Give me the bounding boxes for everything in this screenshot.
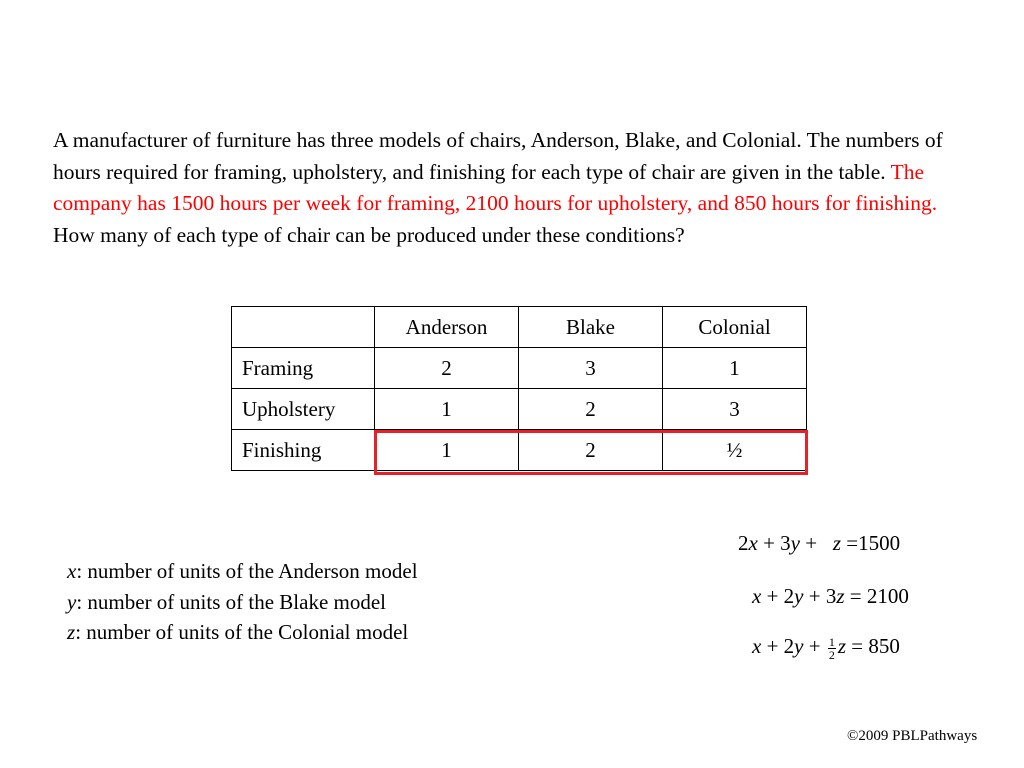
- copyright-notice: ©2009 PBLPathways: [847, 728, 978, 744]
- column-header-anderson: Anderson: [375, 307, 519, 348]
- equals-sign: =: [849, 584, 862, 608]
- plus-sign: +: [763, 531, 775, 555]
- variable-definitions: [67, 556, 418, 648]
- definition-z: [67, 617, 418, 648]
- column-header-blake: Blake: [519, 307, 663, 348]
- variable-y: y: [67, 589, 77, 614]
- equals-sign: =: [846, 531, 859, 555]
- definition-text: : number of units of the Blake model: [76, 589, 387, 614]
- problem-statement: [53, 125, 963, 251]
- row-label-upholstery: Upholstery: [232, 389, 375, 430]
- fraction-numerator: 1: [828, 634, 835, 649]
- plus-sign: +: [805, 531, 818, 555]
- equation-3: x + 2y + $\frac{1}{2}$ z = 850: [752, 634, 900, 662]
- plus-sign: +: [766, 634, 779, 658]
- table-cell: 1: [375, 389, 519, 430]
- table-cell: 2: [375, 348, 519, 389]
- row-label-finishing: Finishing: [232, 430, 375, 471]
- plus-sign: +: [808, 584, 821, 608]
- table-cell: 3: [663, 389, 807, 430]
- fraction-one-half: [828, 636, 836, 661]
- variable-x: x: [67, 559, 77, 583]
- table-row-finishing: [232, 430, 807, 471]
- table-row-framing: [232, 348, 807, 389]
- coefficient: 2: [783, 634, 795, 658]
- plus-sign: +: [808, 634, 821, 658]
- column-header-colonial: Colonial: [663, 307, 807, 348]
- table-header-row: [232, 307, 807, 348]
- table-corner-cell: [232, 307, 375, 348]
- table-cell: 3: [519, 348, 663, 389]
- equation-rhs: 2100: [866, 584, 909, 608]
- definition-text: : number of units of the Anderson model: [76, 559, 418, 583]
- equation-1: 2x + 3y + z =1500: [738, 531, 901, 555]
- table-cell: 1: [663, 348, 807, 389]
- definition-text: : number of units of the Colonial model: [75, 620, 409, 644]
- hours-table: [231, 306, 807, 471]
- table-cell: ½: [663, 430, 807, 471]
- coefficient: 2: [783, 584, 795, 608]
- definition-y: [67, 587, 418, 618]
- problem-text-intro: A manufacturer of furniture has three models of chairs, Anderson, Blake, and Colonial. The numbers of hours required for framing, upholstery, and finishing for each type of chair are given in the table.: [53, 128, 943, 184]
- equation-rhs: 1500: [858, 531, 901, 555]
- fraction-denominator: 2: [828, 647, 835, 662]
- plus-sign: +: [766, 584, 779, 608]
- table-row-upholstery: [232, 389, 807, 430]
- table-cell: 1: [375, 430, 519, 471]
- problem-text-question: How many of each type of chair can be produced under these conditions?: [53, 222, 685, 247]
- coefficient: 3: [780, 531, 791, 555]
- variable-z: z: [67, 620, 76, 644]
- coefficient: 3: [825, 584, 837, 608]
- equals-sign: =: [851, 634, 864, 658]
- equation-2: x + 2y + 3z = 2100: [752, 584, 909, 608]
- row-label-framing: Framing: [232, 348, 375, 389]
- table-cell: 2: [519, 430, 663, 471]
- definition-x: [67, 556, 418, 587]
- equation-rhs: 850: [868, 634, 900, 658]
- table-cell: 2: [519, 389, 663, 430]
- coefficient: 2: [738, 531, 749, 555]
- problem-text-highlight: The company has 1500 hours per week for framing, 2100 hours for upholstery, and 850 hours for finishing.: [53, 159, 938, 215]
